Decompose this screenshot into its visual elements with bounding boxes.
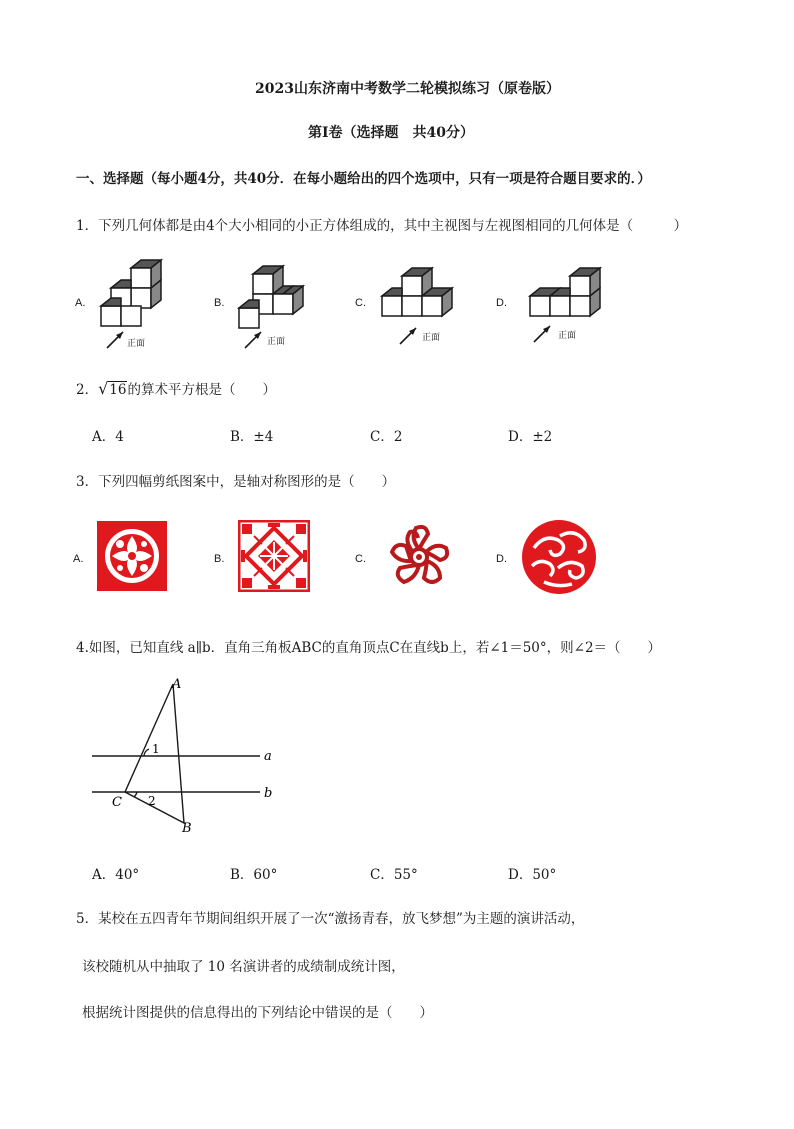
section-heading: 一、选择题（每小题4分，共40分．在每小题给出的四个选项中，只有一项是符合题目要求的．） xyxy=(76,171,651,187)
sqrt-expression: √16 xyxy=(98,379,127,398)
q3-papercut-d xyxy=(520,518,598,596)
vertex-c-label: C xyxy=(112,795,122,810)
angle-2-arc xyxy=(134,792,137,797)
q3-option-a-label: A. xyxy=(73,553,84,565)
question-5-line-1: 5．某校在五四青年节期间组织开展了一次“激扬青春，放飞梦想”为主题的演讲活动， xyxy=(76,911,585,927)
q2-number: 2． xyxy=(76,382,99,398)
q3-option-c-label: C. xyxy=(355,553,366,565)
line-a-label: a xyxy=(264,749,272,764)
q1-a-front-label: 正面 xyxy=(127,339,146,349)
q3-papercut-a xyxy=(96,520,168,592)
question-1-stem: 1．下列几何体都是由4个大小相同的小正方体组成的，其中主视图与左视图相同的几何体是（ ） xyxy=(76,218,688,234)
question-5-line-3: 根据统计图提供的信息得出的下列结论中错误的是（ ） xyxy=(82,1005,433,1021)
q1-b-front-label: 正面 xyxy=(267,337,286,347)
q1-c-front-label: 正面 xyxy=(422,333,441,343)
question-5-line-2: 该校随机从中抽取了 10 名演讲者的成绩制成统计图， xyxy=(82,959,405,975)
q1-d-front-label: 正面 xyxy=(558,331,577,341)
page-title: 2023山东济南中考数学二轮模拟练习（原卷版） xyxy=(255,81,560,97)
q2-radicand: 16 xyxy=(109,382,127,398)
q4-option-a: A．40° xyxy=(92,867,140,883)
q1-option-d-figure xyxy=(522,262,614,348)
vertex-a-label: A xyxy=(172,677,182,692)
angle-1-label: 1 xyxy=(152,742,160,756)
q3-option-d-label: D. xyxy=(496,553,507,565)
q4-option-d: D．50° xyxy=(508,867,557,883)
q1-option-b-figure xyxy=(235,262,315,350)
question-4-stem: 4.如图，已知直线 a∥b．直角三角板ABC的直角顶点C在直线b上，若∠1＝50°，则∠2＝（ ） xyxy=(76,640,662,656)
q3-option-b-label: B. xyxy=(214,553,225,565)
q3-papercut-b xyxy=(238,520,310,592)
angle-2-label: 2 xyxy=(148,794,156,808)
question-2-stem xyxy=(76,378,276,398)
q2-option-d: D．±2 xyxy=(508,429,553,445)
q4-option-b: B．60° xyxy=(230,867,278,883)
q2-option-a: A．4 xyxy=(92,429,124,445)
question-3-stem: 3．下列四幅剪纸图案中，是轴对称图形的是（ ） xyxy=(76,474,396,490)
angle-1-arc xyxy=(144,749,149,756)
q1-option-c-label: C. xyxy=(355,297,366,309)
q3-papercut-c xyxy=(380,518,458,596)
q4-geometry-figure xyxy=(80,672,290,840)
q1-option-b-label: B. xyxy=(214,297,225,309)
q1-option-c-figure xyxy=(378,266,468,348)
q1-option-d-label: D. xyxy=(496,297,507,309)
vertex-b-label: B xyxy=(182,821,192,836)
q4-option-c: C．55° xyxy=(370,867,418,883)
section-subtitle: 第Ⅰ卷（选择题 共40分） xyxy=(308,125,475,141)
q1-option-a-label: A. xyxy=(75,297,86,309)
q1-option-a-figure xyxy=(95,258,175,350)
q2-option-b: B．±4 xyxy=(230,429,274,445)
q2-stem-rest: 的算术平方根是（ ） xyxy=(127,382,276,398)
q2-option-c: C．2 xyxy=(370,429,403,445)
line-b-label: b xyxy=(264,786,273,801)
